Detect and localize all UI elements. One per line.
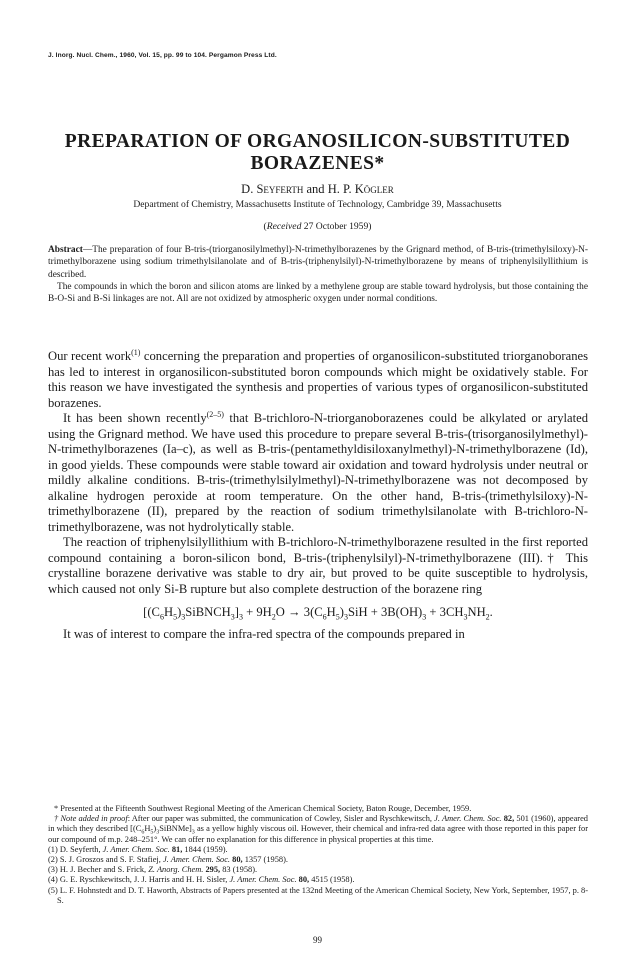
received-date xyxy=(0,221,635,232)
received-label: Received xyxy=(266,221,302,232)
author-separator: and xyxy=(303,182,328,196)
body-p1-start: Our recent work xyxy=(48,349,132,363)
citation-ref-2-5: (2–5) xyxy=(206,409,224,419)
reference-list xyxy=(48,845,588,906)
title-line-1: PREPARATION OF ORGANOSILICON-SUBSTITUTED xyxy=(64,131,571,152)
footnote-dagger-volume: 82, xyxy=(501,814,515,824)
page-number: 99 xyxy=(313,935,322,945)
reference-number: (3) xyxy=(48,865,58,875)
reference-item xyxy=(48,886,588,906)
reference-authors: G. E. Ryschkewitsch, J. J. Harris and H. H. Sisler, xyxy=(57,875,230,885)
paper-title xyxy=(60,131,575,175)
reference-item xyxy=(48,855,588,865)
footnotes xyxy=(48,804,588,906)
reference-details: 4515 (1958). xyxy=(309,875,355,885)
body-p1-rest: concerning the preparation and properties of organosilicon-substituted triorganoboranes has led to interest in organosilicon-substituted boron compounds which might be oxidatively stable. For this reason we have investigated the synthesis and properties of various types of organosilicon-substituted borazenes. xyxy=(48,349,588,410)
body-paragraph-2 xyxy=(48,411,588,535)
body-p2-start: It has been shown recently xyxy=(63,411,207,425)
reference-volume: 80, xyxy=(296,875,310,885)
abstract-text-1: —The preparation of four B-tris-(triorganosilylmethyl)-N-trimethylborazenes by the Grignard method, of B-tris-(trimethylsiloxy)-N-trimethylborazene using sodium trimethylsilanolate and of B-tris-(triphenylsilyl)-N-trimethylborazene by means of triphenylsilyllithium is described. xyxy=(48,245,588,280)
affiliation: Department of Chemistry, Massachusetts Institute of Technology, Cambridge 39, Massachusetts xyxy=(133,199,502,210)
reference-authors: S. J. Groszos and S. F. Stafiej, xyxy=(57,855,163,865)
footnote-star: * Presented at the Fifteenth Southwest Regional Meeting of the American Chemical Society, Baton Rouge, December, 1959. xyxy=(54,804,472,813)
reference-number: (2) xyxy=(48,855,58,865)
reference-journal: Z. Anorg. Chem. xyxy=(148,865,204,875)
author-2: H. P. Kögler xyxy=(327,182,394,196)
body-paragraph-3: The reaction of triphenylsilyllithium with B-trichloro-N-trimethylborazene resulted in the first reported compound containing a boron-silicon bond, B-tris-(triphenylsilyl)-N-trimethylborazene (III).† This crystalline borazene derivative was stable to dry air, but proved to be quite susceptible to hydrolysis, which caused not only Si-B rupture but also complete destruction of the borazene ring xyxy=(48,535,588,596)
author-1: D. Seyferth xyxy=(241,182,304,196)
reference-number: (5) xyxy=(48,885,58,895)
body-paragraph-1 xyxy=(48,349,588,411)
body-p2-rest: that B-trichloro-N-triorganoborazenes could be alkylated or arylated using the Grignard method. We have used this procedure to prepare several B-tris-(trisorganosilylmethyl)-N-trimethylborazenes (Ia–c), as well as B-tris-(pentamethyldisiloxanylmethyl)-N-trimethylborazene (Id), in good yields. These compounds were stable toward air oxidation and toward hydrolysis under neutral or mildly alkaline conditions. B-tris-(trimethylsilylmethyl)-N-trimethylborazene was not decomposed by alkaline hydrogen peroxide at room temperature. On the other hand, B-tris-(trimethylsiloxy)-N-trimethylborazene (II), prepared by the reaction of sodium trimethylsilanolate with B-trichloro-N-trimethylborazene, was not hydrolytically stable. xyxy=(48,411,588,534)
title-line-2: BORAZENES* xyxy=(250,153,385,174)
abstract-paragraph-1 xyxy=(48,244,588,281)
reference-details: 1357 (1958). xyxy=(242,855,288,865)
abstract-paragraph-2: The compounds in which the boron and silicon atoms are linked by a methylene group are stable toward hydrolysis, but those containing the B-O-Si and B-Si linkages are not. All are not oxidized by atmospheric oxygen under normal conditions. xyxy=(48,281,588,305)
reference-authors: H. J. Becher and S. Frick, xyxy=(57,865,149,875)
reference-journal: J. Amer. Chem. Soc. xyxy=(229,875,297,885)
reference-details: 83 (1958). xyxy=(220,865,258,875)
reference-journal: J. Amer. Chem. Soc. xyxy=(162,855,231,865)
received-open-paren: ( xyxy=(263,221,267,232)
footnote-dagger-text-a: : After our paper was submitted, the communication of Cowley, Sisler and Ryschkewitsch, xyxy=(127,814,435,824)
reference-number: (4) xyxy=(48,875,58,885)
reference-number: (1) xyxy=(48,844,58,854)
abstract-label: Abstract xyxy=(48,245,83,255)
reference-details: 1844 (1959). xyxy=(182,844,228,854)
abstract xyxy=(48,244,588,305)
journal-citation-header: J. Inorg. Nucl. Chem., 1960, Vol. 15, pp. 99 to 104. Pergamon Press Ltd. xyxy=(48,52,277,59)
citation-ref-1: (1) xyxy=(131,347,141,357)
hydrolysis-equation: $[(C_6H_5)_3SiBNCH_3]_3 + 9H_2O \to 3(C_6H_5)_3SiH + 3B(OH)_3 + 3CH_3NH_2$. xyxy=(143,605,493,622)
footnote-dagger xyxy=(48,814,588,845)
reference-volume: 295, xyxy=(203,865,221,875)
author-list xyxy=(0,182,635,197)
footnote-dagger-journal: J. Amer. Chem. Soc. xyxy=(434,814,502,824)
reference-authors: L. F. Hohnstedt and D. T. Haworth, Abstracts of Papers presented at the 132nd Meeting of the American Chemical Society, New York, September, 1957, p. 8-S. xyxy=(57,885,588,905)
reference-item xyxy=(48,865,588,875)
reference-volume: 81, xyxy=(169,844,183,854)
footnote-dagger-label: † Note added in proof xyxy=(54,814,128,824)
reference-volume: 80, xyxy=(230,855,243,865)
reference-item xyxy=(48,875,588,885)
footnote-dagger-text-b: 501 (1960), appeared in which they described $[(C_6H_5)_3SiBNMe]_3$ as a yellow highly viscous oil. However, their chemical and infra-red data agree with those reported in this paper for our compound of m.p. 248–251°. We can offer no explanation for this difference in physical properties at this time. xyxy=(48,814,588,844)
reference-authors: D. Seyferth, xyxy=(57,844,103,854)
reference-journal: J. Amer. Chem. Soc. xyxy=(102,844,170,854)
received-date-value: 27 October 1959) xyxy=(301,221,372,232)
body-text xyxy=(48,349,588,642)
body-paragraph-4: It was of interest to compare the infra-red spectra of the compounds prepared in xyxy=(63,626,465,641)
reference-item xyxy=(48,845,588,855)
